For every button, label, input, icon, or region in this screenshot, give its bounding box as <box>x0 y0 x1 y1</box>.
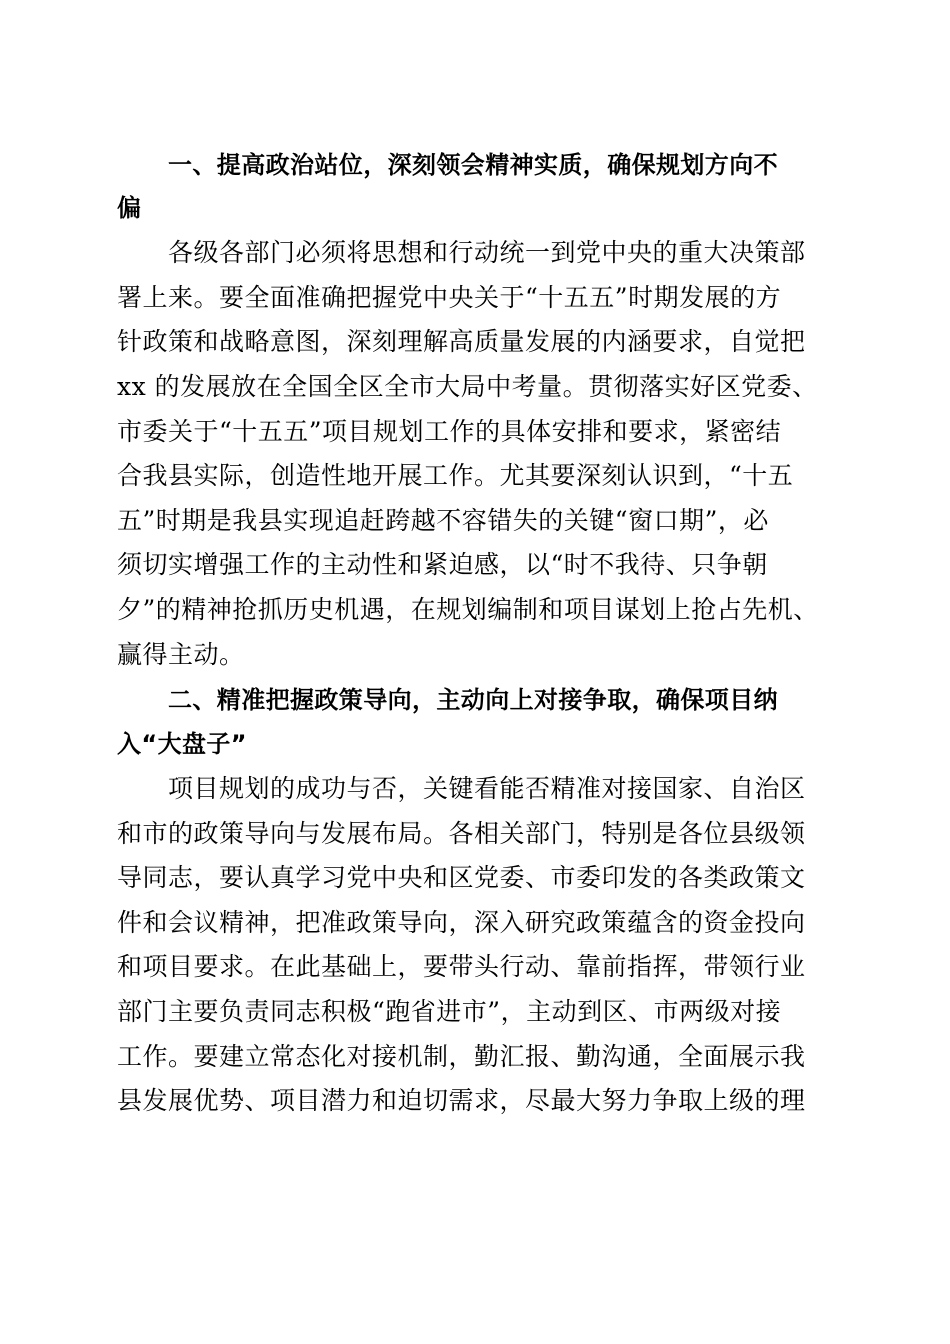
paragraph-line: 市委关于“十五五”项目规划工作的具体安排和要求，紧密结 <box>117 417 782 446</box>
paragraph-line: xx 的发展放在全国全区全市大局中考量。贯彻落实好区党委、 <box>117 372 818 401</box>
paragraph-line: 赢得主动。 <box>117 640 245 669</box>
section-heading: 入“大盘子” <box>117 730 247 758</box>
section-heading: 偏 <box>117 194 142 222</box>
paragraph-line: 和项目要求。在此基础上，要带头行动、靠前指挥，带领行业 <box>117 952 806 981</box>
paragraph-line: 合我县实际，创造性地开展工作。尤其要深刻认识到，“十五 <box>117 461 794 490</box>
paragraph-line: 夕”的精神抢抓历史机遇，在规划编制和项目谋划上抢占先机、 <box>117 595 819 624</box>
paragraph-line: 导同志，要认真学习党中央和区党委、市委印发的各类政策文 <box>117 863 806 892</box>
paragraph-line: 工作。要建立常态化对接机制，勤汇报、勤沟通，全面展示我 <box>117 1042 806 1071</box>
paragraph-line: 项目规划的成功与否，关键看能否精准对接国家、自治区 <box>168 774 806 803</box>
paragraph-line: 针政策和战略意图，深刻理解高质量发展的内涵要求，自觉把 <box>117 327 806 356</box>
paragraph-line: 各级各部门必须将思想和行动统一到党中央的重大决策部 <box>168 238 806 267</box>
paragraph-line: 件和会议精神，把准政策导向，深入研究政策蕴含的资金投向 <box>117 908 806 937</box>
paragraph-line: 五”时期是我县实现追赶跨越不容错失的关键“窗口期”，必 <box>117 506 769 535</box>
section-heading: 二、精准把握政策导向，主动向上对接争取，确保项目纳 <box>168 686 778 714</box>
paragraph-line: 署上来。要全面准确把握党中央关于“十五五”时期发展的方 <box>117 283 782 312</box>
paragraph-line: 须切实增强工作的主动性和紧迫感，以“时不我待、只争朝 <box>117 550 768 579</box>
paragraph-line: 县发展优势、项目潜力和迫切需求，尽最大努力争取上级的理 <box>117 1086 806 1115</box>
paragraph-line: 部门主要负责同志积极“跑省进市”，主动到区、市两级对接 <box>117 997 782 1026</box>
section-heading: 一、提高政治站位，深刻领会精神实质，确保规划方向不 <box>168 151 778 179</box>
paragraph-line: 和市的政策导向与发展布局。各相关部门，特别是各位县级领 <box>117 819 806 848</box>
